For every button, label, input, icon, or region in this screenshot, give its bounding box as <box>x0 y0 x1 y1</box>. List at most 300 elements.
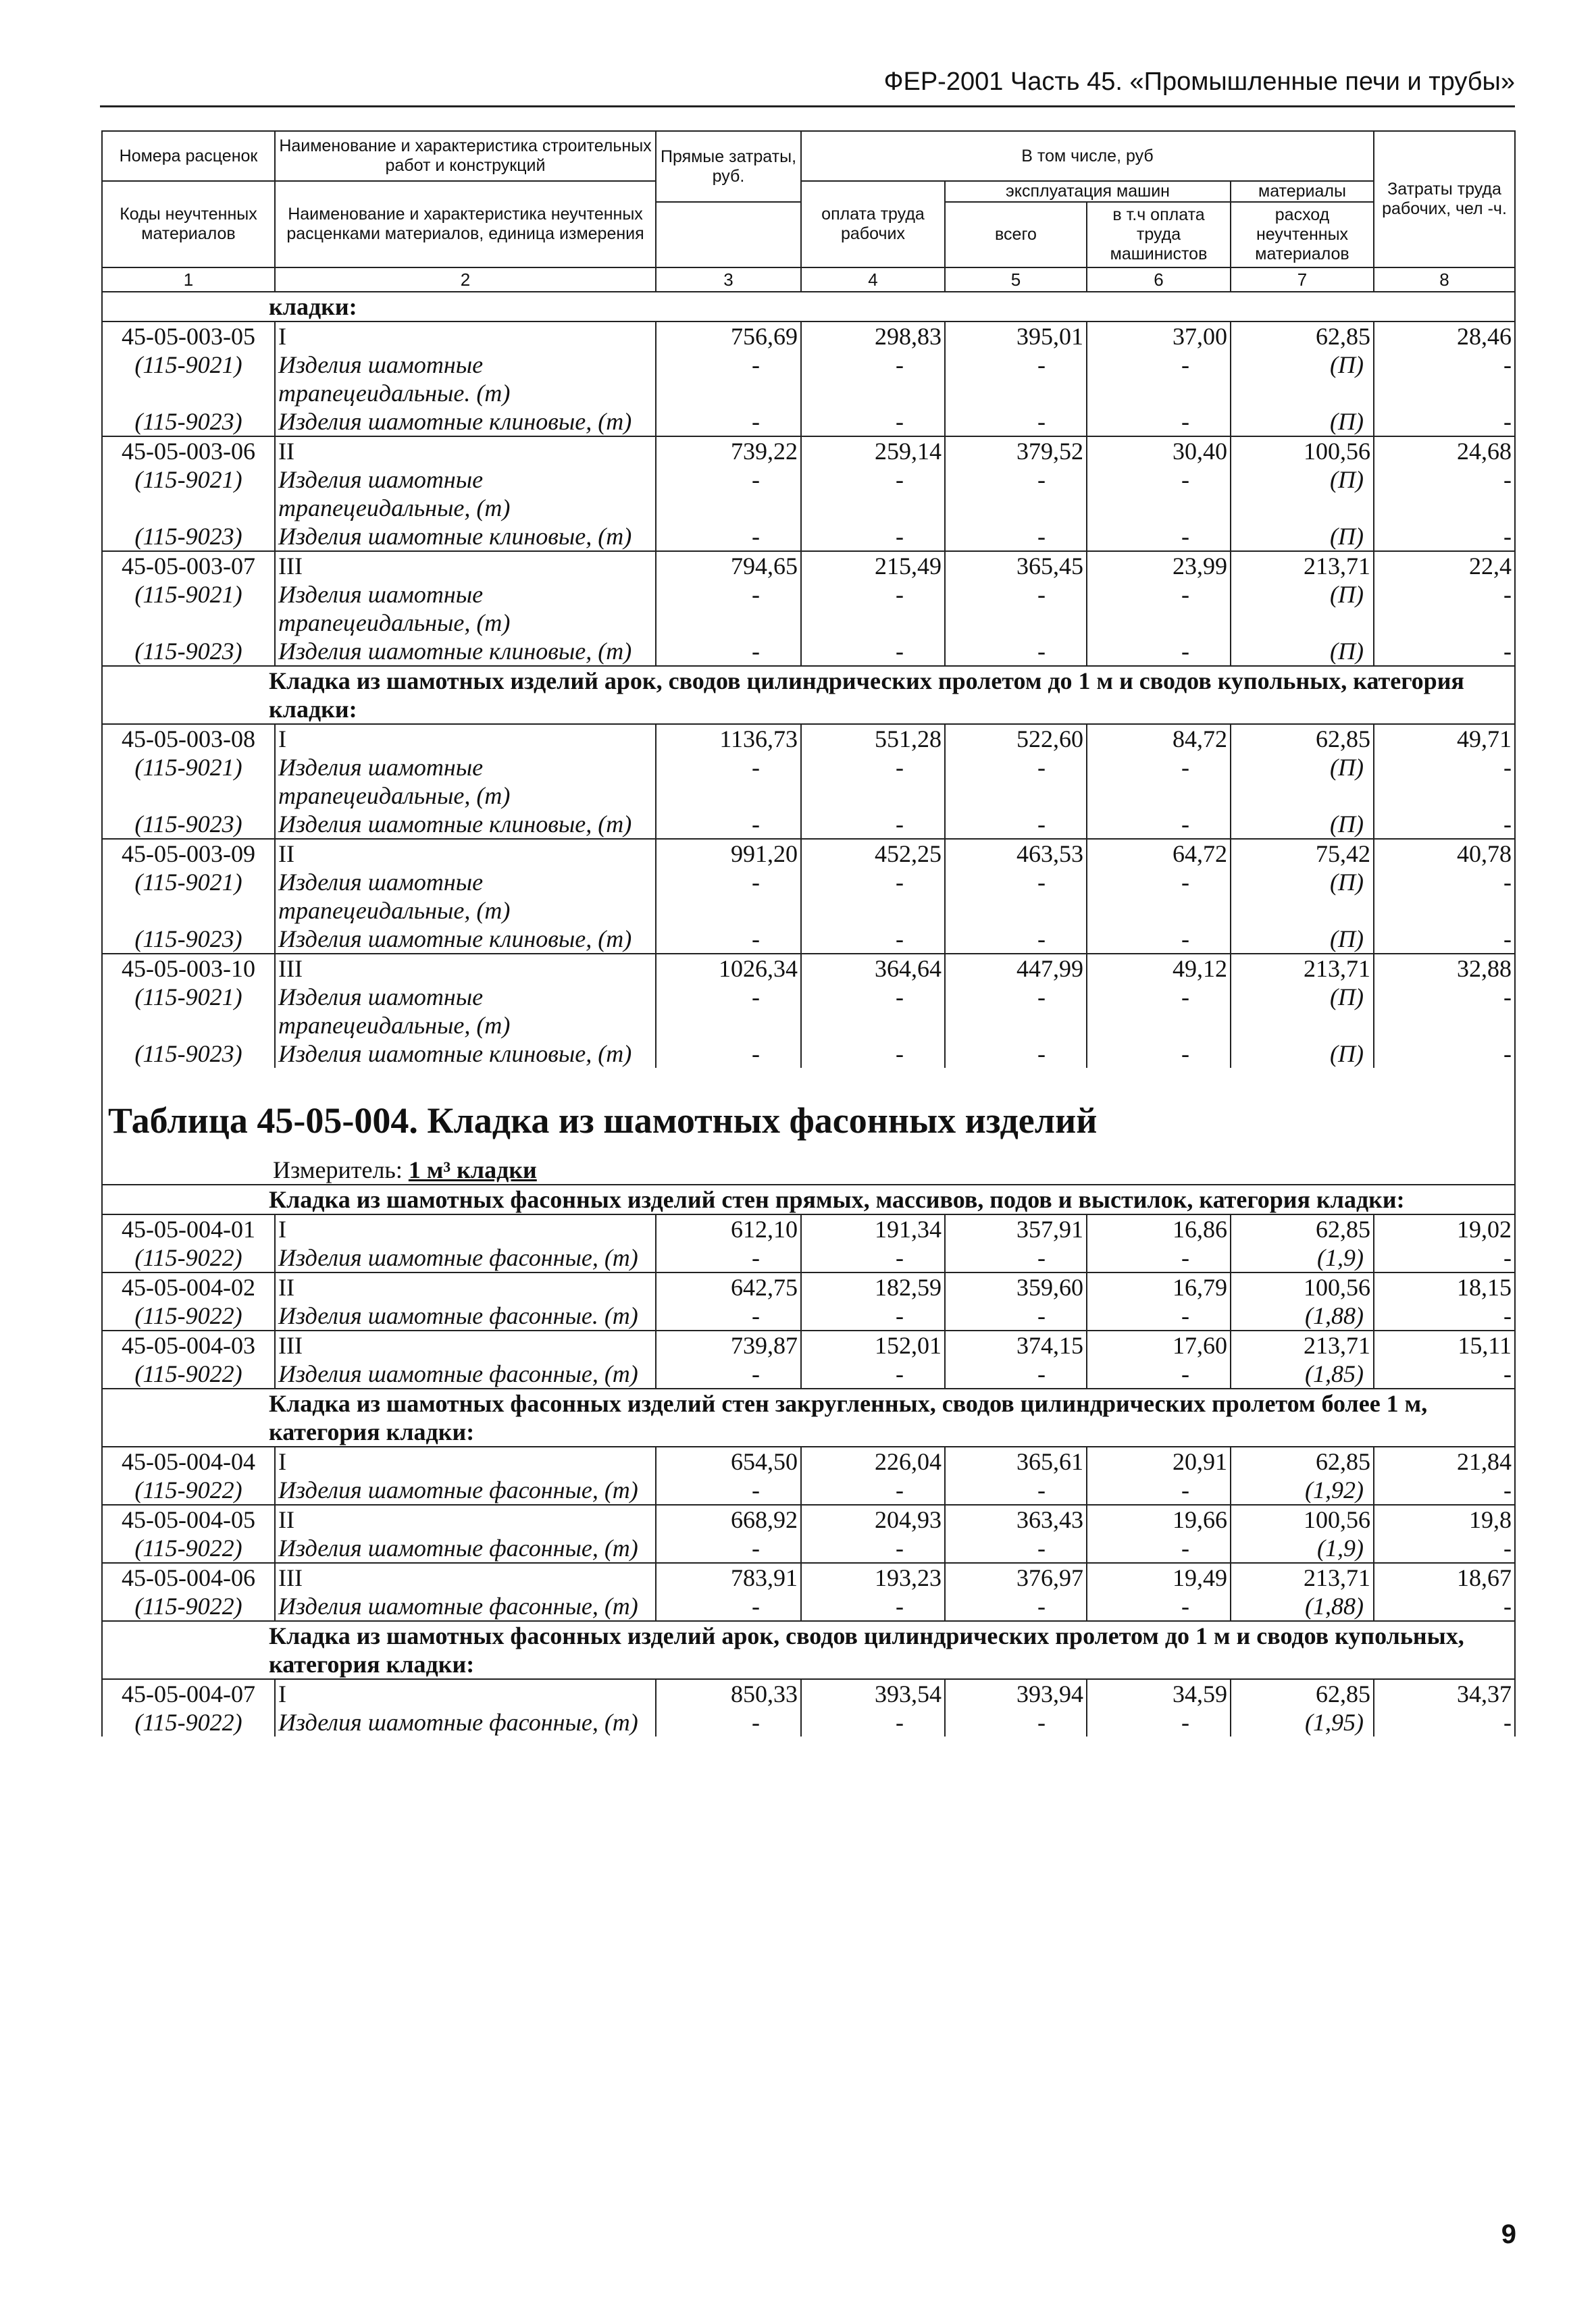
material-machines: - <box>945 868 1087 925</box>
header-code-bottom: Коды неучтенных материалов <box>102 181 275 267</box>
rate-hours: 18,15 <box>1374 1272 1515 1302</box>
material-machines: - <box>945 753 1087 810</box>
material-hours: - <box>1374 1302 1515 1331</box>
rate-machines: 379,52 <box>945 436 1087 465</box>
rate-machines: 393,94 <box>945 1679 1087 1708</box>
section-heading: Кладка из шамотных фасонных изделий стен закругленных, сводов цилиндрических пролетом более 1 м, категория кладки: <box>102 1389 1515 1447</box>
material-machines: - <box>945 407 1087 436</box>
column-number: 6 <box>1087 267 1231 292</box>
material-labor: - <box>801 580 945 637</box>
material-machines: - <box>945 983 1087 1039</box>
material-hours: - <box>1374 637 1515 666</box>
rate-hours: 49,71 <box>1374 724 1515 753</box>
rate-code: 45-05-004-02 <box>102 1272 275 1302</box>
material-code: (115-9023) <box>102 810 275 839</box>
material-machinists: - <box>1087 1360 1231 1389</box>
material-name: Изделия шамотные фасонные, (т) <box>275 1534 656 1563</box>
rate-row <box>102 1447 1515 1476</box>
material-hours: - <box>1374 1534 1515 1563</box>
material-direct: - <box>656 407 801 436</box>
material-code: (115-9021) <box>102 351 275 407</box>
material-consumption: (П) <box>1231 1039 1374 1068</box>
material-labor: - <box>801 1592 945 1621</box>
table-header <box>102 131 1515 292</box>
rate-machinists: 34,59 <box>1087 1679 1231 1708</box>
column-number: 4 <box>801 267 945 292</box>
section-heading-row <box>102 1621 1515 1679</box>
meter-value: 1 м³ кладки <box>408 1156 537 1183</box>
material-code: (115-9021) <box>102 465 275 522</box>
material-direct: - <box>656 925 801 954</box>
rate-direct: 1136,73 <box>656 724 801 753</box>
rate-materials: 62,85 <box>1231 1447 1374 1476</box>
rate-direct: 1026,34 <box>656 954 801 983</box>
material-labor: - <box>801 522 945 551</box>
material-name: Изделия шамотные фасонные, (т) <box>275 1243 656 1272</box>
header-hours: Затраты труда рабочих, чел -ч. <box>1374 131 1515 267</box>
material-machinists: - <box>1087 1476 1231 1505</box>
rate-labor: 226,04 <box>801 1447 945 1476</box>
material-code: (115-9022) <box>102 1534 275 1563</box>
material-labor: - <box>801 407 945 436</box>
rate-direct: 642,75 <box>656 1272 801 1302</box>
material-name: Изделия шамотные клиновые, (т) <box>275 1039 656 1068</box>
material-machines: - <box>945 580 1087 637</box>
material-machinists: - <box>1087 522 1231 551</box>
rate-machines: 363,43 <box>945 1505 1087 1534</box>
material-labor: - <box>801 810 945 839</box>
material-row <box>102 1708 1515 1737</box>
rate-materials: 100,56 <box>1231 1272 1374 1302</box>
material-row <box>102 522 1515 551</box>
material-machines: - <box>945 351 1087 407</box>
material-machines: - <box>945 1592 1087 1621</box>
rate-row <box>102 551 1515 580</box>
material-name: Изделия шамотные трапецеидальные, (т) <box>275 753 656 810</box>
rate-code: 45-05-004-05 <box>102 1505 275 1534</box>
rate-hours: 21,84 <box>1374 1447 1515 1476</box>
material-code: (115-9022) <box>102 1243 275 1272</box>
material-direct: - <box>656 465 801 522</box>
rate-hours: 24,68 <box>1374 436 1515 465</box>
material-machines: - <box>945 637 1087 666</box>
material-name: Изделия шамотные фасонные, (т) <box>275 1476 656 1505</box>
material-code: (115-9021) <box>102 580 275 637</box>
material-row <box>102 1039 1515 1068</box>
material-consumption: (П) <box>1231 868 1374 925</box>
material-consumption: (П) <box>1231 810 1374 839</box>
material-labor: - <box>801 465 945 522</box>
rate-machinists: 20,91 <box>1087 1447 1231 1476</box>
meter-label: Измеритель: <box>273 1156 403 1183</box>
material-row <box>102 580 1515 637</box>
material-hours: - <box>1374 1708 1515 1737</box>
rate-machines: 522,60 <box>945 724 1087 753</box>
material-row <box>102 753 1515 810</box>
rate-name: III <box>275 551 656 580</box>
material-machines: - <box>945 925 1087 954</box>
rate-code: 45-05-004-07 <box>102 1679 275 1708</box>
material-row <box>102 407 1515 436</box>
material-machinists: - <box>1087 351 1231 407</box>
material-code: (115-9023) <box>102 522 275 551</box>
rate-materials: 100,56 <box>1231 436 1374 465</box>
material-labor: - <box>801 983 945 1039</box>
column-number: 7 <box>1231 267 1374 292</box>
table-2-title-cell <box>102 1068 1515 1185</box>
rate-machinists: 17,60 <box>1087 1331 1231 1360</box>
material-name: Изделия шамотные фасонные, (т) <box>275 1360 656 1389</box>
material-labor: - <box>801 1302 945 1331</box>
section-heading: Кладка из шамотных изделий арок, сводов цилиндрических пролетом до 1 м и сводов купольных, категория кладки: <box>102 666 1515 724</box>
material-hours: - <box>1374 1039 1515 1068</box>
table-2-title-block <box>102 1068 1515 1185</box>
material-labor: - <box>801 753 945 810</box>
material-machinists: - <box>1087 810 1231 839</box>
material-machines: - <box>945 1476 1087 1505</box>
rate-row <box>102 1505 1515 1534</box>
rate-code: 45-05-003-09 <box>102 839 275 868</box>
material-hours: - <box>1374 580 1515 637</box>
material-machinists: - <box>1087 1302 1231 1331</box>
running-header: ФЕР-2001 Часть 45. «Промышленные печи и трубы» <box>883 68 1515 96</box>
material-name: Изделия шамотные клиновые, (т) <box>275 810 656 839</box>
header-machines-group: эксплуатация машин <box>945 181 1231 202</box>
material-row <box>102 637 1515 666</box>
material-machinists: - <box>1087 983 1231 1039</box>
material-direct: - <box>656 1592 801 1621</box>
rate-name: II <box>275 1505 656 1534</box>
header-machines-total: всего <box>945 202 1087 267</box>
material-consumption: (П) <box>1231 351 1374 407</box>
rate-machinists: 30,40 <box>1087 436 1231 465</box>
rate-name: I <box>275 1214 656 1243</box>
header-machines-labor: в т.ч оплата труда машинистов <box>1087 202 1231 267</box>
rate-materials: 62,85 <box>1231 322 1374 351</box>
header-materials-sub: расход неучтенных материалов <box>1231 202 1374 267</box>
rate-machinists: 64,72 <box>1087 839 1231 868</box>
material-direct: - <box>656 1476 801 1505</box>
material-labor: - <box>801 868 945 925</box>
rate-row <box>102 436 1515 465</box>
rate-name: II <box>275 1272 656 1302</box>
rate-name: I <box>275 724 656 753</box>
rate-name: I <box>275 1679 656 1708</box>
material-labor: - <box>801 351 945 407</box>
rate-machinists: 84,72 <box>1087 724 1231 753</box>
rate-hours: 18,67 <box>1374 1563 1515 1592</box>
material-machinists: - <box>1087 925 1231 954</box>
material-code: (115-9023) <box>102 1039 275 1068</box>
material-name: Изделия шамотные клиновые, (т) <box>275 522 656 551</box>
table-2-title: Таблица 45-05-004. Кладка из шамотных фасонных изделий <box>108 1100 1098 1141</box>
rate-direct: 739,87 <box>656 1331 801 1360</box>
material-code: (115-9023) <box>102 637 275 666</box>
section-heading-row <box>102 1389 1515 1447</box>
rate-direct: 794,65 <box>656 551 801 580</box>
material-hours: - <box>1374 868 1515 925</box>
rate-row <box>102 839 1515 868</box>
rate-code: 45-05-004-06 <box>102 1563 275 1592</box>
material-row <box>102 351 1515 407</box>
material-name: Изделия шамотные трапецеидальные, (т) <box>275 983 656 1039</box>
material-machinists: - <box>1087 1039 1231 1068</box>
rate-row <box>102 1563 1515 1592</box>
material-direct: - <box>656 1243 801 1272</box>
column-number: 3 <box>656 267 801 292</box>
material-hours: - <box>1374 925 1515 954</box>
rate-machines: 376,97 <box>945 1563 1087 1592</box>
material-consumption: (П) <box>1231 983 1374 1039</box>
material-direct: - <box>656 753 801 810</box>
material-machines: - <box>945 465 1087 522</box>
rate-labor: 191,34 <box>801 1214 945 1243</box>
material-consumption: (П) <box>1231 407 1374 436</box>
material-code: (115-9022) <box>102 1476 275 1505</box>
rate-code: 45-05-004-01 <box>102 1214 275 1243</box>
rate-row <box>102 954 1515 983</box>
material-consumption: (1,9) <box>1231 1534 1374 1563</box>
material-hours: - <box>1374 1592 1515 1621</box>
material-name: Изделия шамотные трапецеидальные, (т) <box>275 868 656 925</box>
rate-materials: 213,71 <box>1231 551 1374 580</box>
rate-hours: 34,37 <box>1374 1679 1515 1708</box>
rate-direct: 654,50 <box>656 1447 801 1476</box>
rate-machines: 365,61 <box>945 1447 1087 1476</box>
rate-direct: 668,92 <box>656 1505 801 1534</box>
material-machinists: - <box>1087 1708 1231 1737</box>
rate-labor: 393,54 <box>801 1679 945 1708</box>
material-consumption: (1,85) <box>1231 1360 1374 1389</box>
rate-machinists: 23,99 <box>1087 551 1231 580</box>
rate-materials: 100,56 <box>1231 1505 1374 1534</box>
material-direct: - <box>656 637 801 666</box>
rate-labor: 364,64 <box>801 954 945 983</box>
header-incl-group: В том числе, руб <box>801 131 1374 181</box>
section-heading-row <box>102 1185 1515 1214</box>
rate-name: III <box>275 1563 656 1592</box>
rates-table <box>101 130 1516 1737</box>
material-labor: - <box>801 1534 945 1563</box>
rate-hours: 19,8 <box>1374 1505 1515 1534</box>
material-direct: - <box>656 1302 801 1331</box>
rate-labor: 193,23 <box>801 1563 945 1592</box>
table-body-45-05-004 <box>102 1185 1515 1737</box>
material-consumption: (П) <box>1231 925 1374 954</box>
material-consumption: (П) <box>1231 753 1374 810</box>
rate-direct: 783,91 <box>656 1563 801 1592</box>
rate-code: 45-05-004-04 <box>102 1447 275 1476</box>
rate-name: II <box>275 839 656 868</box>
material-direct: - <box>656 810 801 839</box>
material-name: Изделия шамотные фасонные, (т) <box>275 1708 656 1737</box>
rate-row <box>102 1272 1515 1302</box>
section-heading: Кладка из шамотных фасонных изделий арок, сводов цилиндрических пролетом до 1 м и сводов купольных, категория кладки: <box>102 1621 1515 1679</box>
rate-hours: 19,02 <box>1374 1214 1515 1243</box>
rate-row <box>102 724 1515 753</box>
material-name: Изделия шамотные фасонные. (т) <box>275 1302 656 1331</box>
material-direct: - <box>656 522 801 551</box>
material-hours: - <box>1374 983 1515 1039</box>
material-machinists: - <box>1087 1243 1231 1272</box>
material-direct: - <box>656 351 801 407</box>
rate-hours: 15,11 <box>1374 1331 1515 1360</box>
material-direct: - <box>656 580 801 637</box>
material-labor: - <box>801 637 945 666</box>
section-heading: кладки: <box>102 292 1515 322</box>
rate-materials: 75,42 <box>1231 839 1374 868</box>
material-code: (115-9021) <box>102 868 275 925</box>
rate-machines: 395,01 <box>945 322 1087 351</box>
material-machines: - <box>945 522 1087 551</box>
material-machinists: - <box>1087 465 1231 522</box>
material-name: Изделия шамотные трапецеидальные. (т) <box>275 351 656 407</box>
rate-materials: 62,85 <box>1231 724 1374 753</box>
material-labor: - <box>801 1243 945 1272</box>
column-numbers-row <box>102 267 1515 292</box>
material-row <box>102 465 1515 522</box>
material-hours: - <box>1374 753 1515 810</box>
material-consumption: (П) <box>1231 637 1374 666</box>
material-consumption: (П) <box>1231 522 1374 551</box>
rate-machines: 357,91 <box>945 1214 1087 1243</box>
rate-code: 45-05-003-05 <box>102 322 275 351</box>
rate-materials: 213,71 <box>1231 1331 1374 1360</box>
rate-code: 45-05-003-08 <box>102 724 275 753</box>
material-machinists: - <box>1087 407 1231 436</box>
material-code: (115-9021) <box>102 753 275 810</box>
material-hours: - <box>1374 1360 1515 1389</box>
rate-machinists: 19,49 <box>1087 1563 1231 1592</box>
material-hours: - <box>1374 810 1515 839</box>
rate-direct: 739,22 <box>656 436 801 465</box>
material-machines: - <box>945 1302 1087 1331</box>
rate-labor: 215,49 <box>801 551 945 580</box>
material-row <box>102 1534 1515 1563</box>
material-machinists: - <box>1087 1534 1231 1563</box>
material-hours: - <box>1374 407 1515 436</box>
material-machines: - <box>945 1708 1087 1737</box>
material-row <box>102 983 1515 1039</box>
material-direct: - <box>656 868 801 925</box>
rate-hours: 22,4 <box>1374 551 1515 580</box>
header-direct: Прямые затраты, руб. <box>656 131 801 202</box>
rate-materials: 213,71 <box>1231 954 1374 983</box>
material-machines: - <box>945 1360 1087 1389</box>
rate-direct: 991,20 <box>656 839 801 868</box>
rate-labor: 551,28 <box>801 724 945 753</box>
table-body-45-05-003 <box>102 292 1515 1068</box>
rate-code: 45-05-003-10 <box>102 954 275 983</box>
header-rule <box>100 105 1515 107</box>
header-name-bottom: Наименование и характеристика неучтенных расценками материалов, единица измерения <box>275 181 656 267</box>
material-code: (115-9022) <box>102 1708 275 1737</box>
material-code: (115-9023) <box>102 407 275 436</box>
material-consumption: (1,95) <box>1231 1708 1374 1737</box>
rate-machinists: 19,66 <box>1087 1505 1231 1534</box>
rate-name: III <box>275 954 656 983</box>
material-labor: - <box>801 1360 945 1389</box>
material-labor: - <box>801 1039 945 1068</box>
rate-name: I <box>275 1447 656 1476</box>
material-hours: - <box>1374 1476 1515 1505</box>
material-labor: - <box>801 925 945 954</box>
table-2-meter <box>103 1150 1514 1184</box>
rate-machinists: 16,79 <box>1087 1272 1231 1302</box>
material-row <box>102 868 1515 925</box>
material-name: Изделия шамотные трапецеидальные, (т) <box>275 465 656 522</box>
rate-labor: 204,93 <box>801 1505 945 1534</box>
material-name: Изделия шамотные фасонные, (т) <box>275 1592 656 1621</box>
material-hours: - <box>1374 1243 1515 1272</box>
material-row <box>102 1243 1515 1272</box>
rate-machinists: 37,00 <box>1087 322 1231 351</box>
rate-machines: 447,99 <box>945 954 1087 983</box>
material-direct: - <box>656 1039 801 1068</box>
rate-row <box>102 1679 1515 1708</box>
material-row <box>102 1302 1515 1331</box>
material-row <box>102 925 1515 954</box>
material-name: Изделия шамотные клиновые, (т) <box>275 407 656 436</box>
material-name: Изделия шамотные клиновые, (т) <box>275 637 656 666</box>
column-number: 5 <box>945 267 1087 292</box>
material-consumption: (1,9) <box>1231 1243 1374 1272</box>
rate-name: III <box>275 1331 656 1360</box>
material-consumption: (1,88) <box>1231 1302 1374 1331</box>
rate-machinists: 16,86 <box>1087 1214 1231 1243</box>
section-heading-row <box>102 666 1515 724</box>
rate-machines: 463,53 <box>945 839 1087 868</box>
rate-direct: 850,33 <box>656 1679 801 1708</box>
material-labor: - <box>801 1708 945 1737</box>
rate-materials: 62,85 <box>1231 1679 1374 1708</box>
material-hours: - <box>1374 522 1515 551</box>
material-machinists: - <box>1087 753 1231 810</box>
material-code: (115-9021) <box>102 983 275 1039</box>
material-code: (115-9022) <box>102 1592 275 1621</box>
column-number: 2 <box>275 267 656 292</box>
rate-machines: 359,60 <box>945 1272 1087 1302</box>
rate-name: II <box>275 436 656 465</box>
header-spacer <box>656 202 801 267</box>
material-code: (115-9022) <box>102 1302 275 1331</box>
material-hours: - <box>1374 465 1515 522</box>
material-direct: - <box>656 1360 801 1389</box>
rate-code: 45-05-003-07 <box>102 551 275 580</box>
rate-row <box>102 1214 1515 1243</box>
material-row <box>102 1360 1515 1389</box>
material-direct: - <box>656 1534 801 1563</box>
material-machines: - <box>945 1039 1087 1068</box>
material-name: Изделия шамотные клиновые, (т) <box>275 925 656 954</box>
section-heading-row <box>102 292 1515 322</box>
material-machines: - <box>945 810 1087 839</box>
rate-direct: 612,10 <box>656 1214 801 1243</box>
material-machinists: - <box>1087 580 1231 637</box>
header-name-top: Наименование и характеристика строительных работ и конструкций <box>275 131 656 181</box>
rate-labor: 298,83 <box>801 322 945 351</box>
rate-hours: 32,88 <box>1374 954 1515 983</box>
material-hours: - <box>1374 351 1515 407</box>
rate-machines: 374,15 <box>945 1331 1087 1360</box>
column-number: 1 <box>102 267 275 292</box>
header-labor: оплата труда рабочих <box>801 181 945 267</box>
material-machinists: - <box>1087 637 1231 666</box>
material-row <box>102 1476 1515 1505</box>
rate-labor: 182,59 <box>801 1272 945 1302</box>
rate-machines: 365,45 <box>945 551 1087 580</box>
rate-row <box>102 1331 1515 1360</box>
